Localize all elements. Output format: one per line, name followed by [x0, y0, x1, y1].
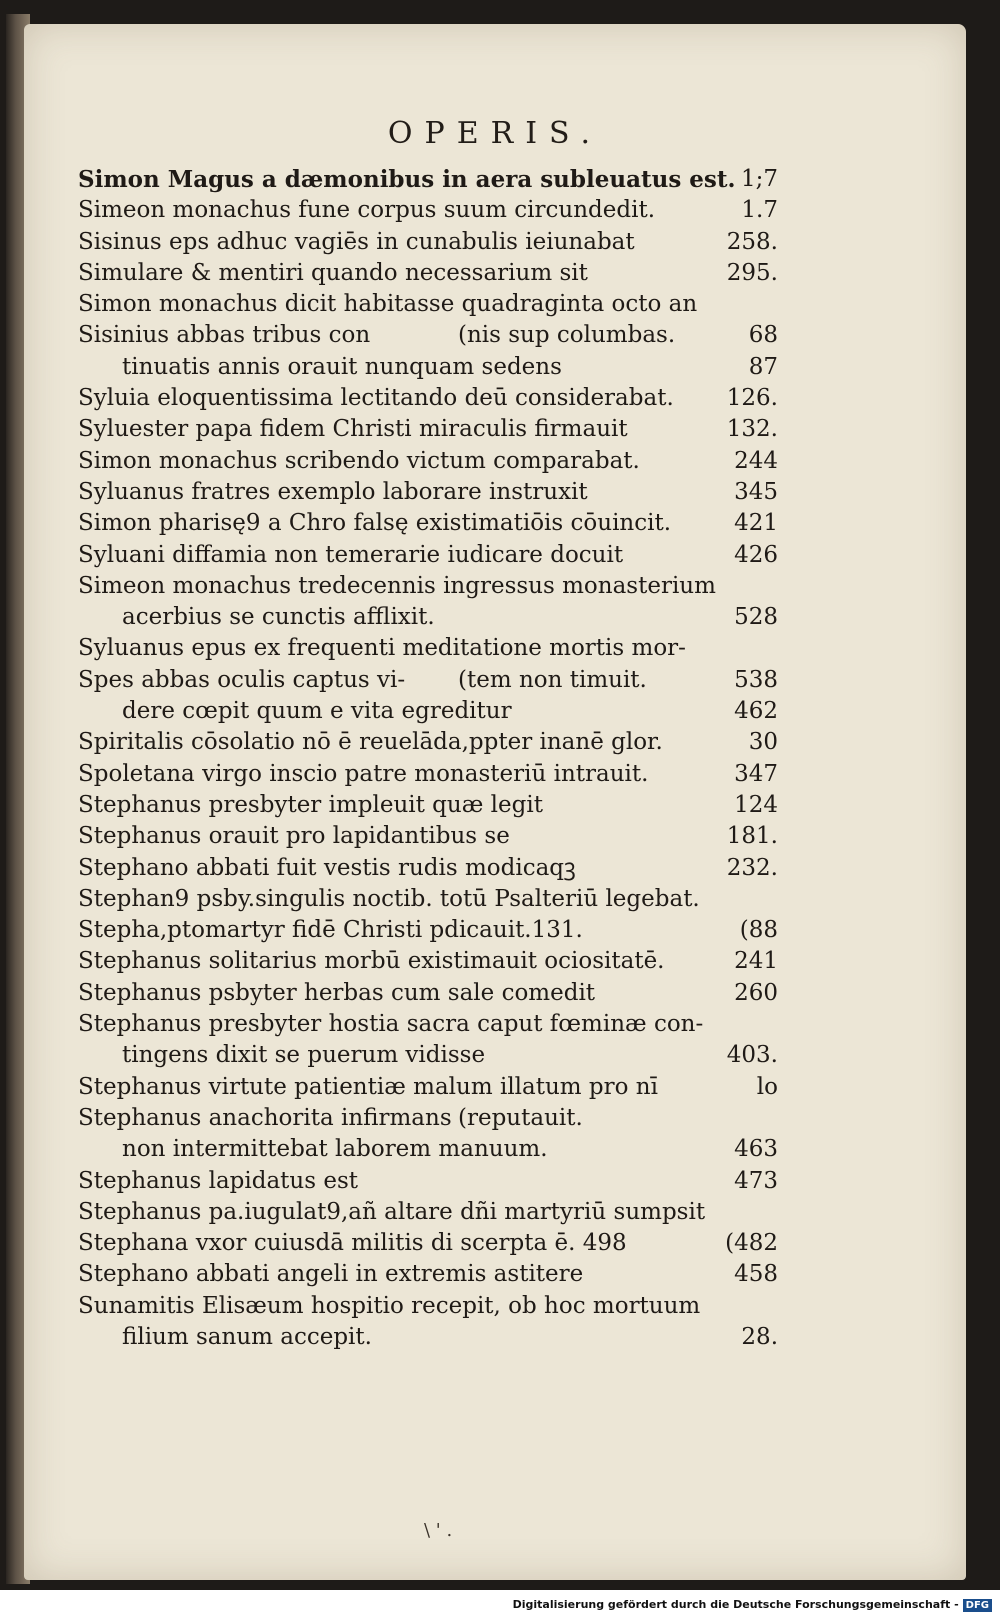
entry-text: Sunamitis Elisæum hospitio recepit, ob hoc mortuum: [78, 1292, 701, 1319]
index-entry: [78, 320, 778, 351]
index-entry: [78, 727, 778, 758]
index-entry: [78, 1040, 778, 1071]
index-entry: [78, 633, 778, 664]
entry-text: filium sanum accepit.: [122, 1323, 372, 1350]
index-entry: [78, 1322, 778, 1353]
entry-text: Stephanus psbyter herbas cum sale comedit: [78, 979, 596, 1006]
index-entry: [78, 1009, 778, 1040]
entry-continuation: (reputauit.: [458, 1104, 583, 1131]
entry-text: Simon monachus scribendo victum comparabat.: [78, 447, 640, 474]
index-entry: [78, 477, 778, 508]
index-entry: [78, 696, 778, 727]
entry-continuation: (nis sup columbas.: [458, 322, 676, 349]
entry-page-number: 462: [734, 698, 778, 725]
entry-text: Stephanus orauit pro lapidantibus se: [78, 823, 510, 850]
entry-page-number: 87: [748, 353, 778, 380]
index-entry: [78, 164, 778, 195]
entry-page-number: 132.: [726, 416, 778, 443]
index-entry: [78, 258, 778, 289]
entry-page-number: 244: [734, 447, 778, 474]
entry-text: Simulare & mentiri quando necessarium sit: [78, 259, 588, 286]
entry-page-number: 473: [734, 1167, 778, 1194]
index-entry: [78, 602, 778, 633]
index-entry: [78, 759, 778, 790]
entry-text: Simeon monachus tredecennis ingressus monasterium: [78, 572, 716, 599]
index-entry: [78, 1072, 778, 1103]
entry-text: Spiritalis cōsolatio nō ē reuelāda,ppter inanē glor.: [78, 729, 663, 756]
entry-text: Syluester papa fidem Christi miraculis firmauit: [78, 416, 628, 443]
index-entry: [78, 446, 778, 477]
index-entries: [78, 164, 778, 1353]
index-entry: [78, 946, 778, 977]
entry-page-number: 181.: [726, 823, 778, 850]
index-entry: [78, 884, 778, 915]
entry-page-number: 295.: [726, 259, 778, 286]
dfg-logo: DFG: [963, 1599, 992, 1612]
entry-page-number: 1;7: [740, 166, 778, 192]
entry-text: Stephan9 psby.singulis noctib. totū Psalteriū legebat.: [78, 885, 700, 912]
entry-page-number: 1.7: [741, 197, 778, 224]
index-entry: [78, 1291, 778, 1322]
entry-text: Stephanus pa.iugulat9,añ altare dñi martyriū sumpsit: [78, 1198, 706, 1225]
entry-text: acerbius se cunctis afflixit.: [122, 604, 435, 631]
entry-text: Spes abbas oculis captus vi-: [78, 666, 406, 693]
page-heading: OPERIS.: [387, 116, 603, 151]
entry-page-number: 260: [734, 979, 778, 1006]
entry-text: Stephanus presbyter impleuit quæ legit: [78, 791, 543, 818]
entry-text: tinuatis annis orauit nunquam sedens: [122, 353, 562, 380]
index-entry: [78, 665, 778, 696]
index-entry: [78, 571, 778, 602]
index-entry: [78, 1166, 778, 1197]
entry-page-number: 538: [734, 666, 778, 693]
entry-page-number: lo: [756, 1073, 778, 1100]
index-entry: [78, 1134, 778, 1165]
entry-text: Sisinus eps adhuc vagiēs in cunabulis ieiunabat: [78, 228, 635, 255]
entry-page-number: 232.: [726, 854, 778, 881]
entry-text: Stepha,ptomartyr fidē Christi pdicauit.131.: [78, 917, 583, 944]
entry-page-number: 421: [734, 510, 778, 537]
entry-page-number: 30: [748, 729, 778, 756]
index-entry: [78, 1103, 778, 1134]
entry-text: Stephanus anachorita infirmans: [78, 1104, 452, 1131]
index-entry: [78, 227, 778, 258]
entry-text: non intermittebat laborem manuum.: [122, 1136, 548, 1163]
index-entry: [78, 1259, 778, 1290]
entry-page-number: (482: [725, 1230, 778, 1257]
index-entry: [78, 508, 778, 539]
index-entry: [78, 352, 778, 383]
entry-text: dere cœpit quum e vita egreditur: [122, 698, 512, 725]
entry-text: Syluia eloquentissima lectitando deū considerabat.: [78, 385, 674, 412]
entry-text: Stephano abbati angeli in extremis astitere: [78, 1261, 584, 1288]
entry-page-number: 463: [734, 1136, 778, 1163]
entry-text: Stephana vxor cuiusdā militis di scerpta ē. 498: [78, 1230, 627, 1257]
index-entry: [78, 915, 778, 946]
entry-text: Sisinius abbas tribus con: [78, 322, 371, 349]
entry-page-number: 347: [734, 760, 778, 787]
entry-page-number: (88: [739, 917, 778, 944]
digitization-credit: [513, 1598, 992, 1612]
index-entry: [78, 821, 778, 852]
index-entry: [78, 978, 778, 1009]
entry-text: Stephano abbati fuit vestis rudis modicaqꝫ: [78, 854, 576, 881]
entry-continuation: (tem non timuit.: [458, 666, 647, 693]
index-entry: [78, 383, 778, 414]
index-entry: [78, 540, 778, 571]
entry-page-number: 403.: [726, 1042, 778, 1069]
entry-text: Stephanus virtute patientiæ malum illatum pro nī: [78, 1073, 658, 1100]
entry-text: Spoletana virgo inscio patre monasteriū intrauit.: [78, 760, 649, 787]
entry-page-number: 426: [734, 541, 778, 568]
entry-text: Simon pharisę9 a Chro falsę existimatiōis cōuincit.: [78, 510, 672, 537]
entry-text: Simon monachus dicit habitasse quadraginta octo an: [78, 291, 698, 318]
entry-text: Simeon monachus fune corpus suum circundedit.: [78, 197, 655, 224]
entry-page-number: 458: [734, 1261, 778, 1288]
index-entry: [78, 195, 778, 226]
entry-page-number: 68: [748, 322, 778, 349]
entry-page-number: 124: [734, 791, 778, 818]
book-page: [24, 24, 966, 1580]
entry-page-number: 126.: [726, 385, 778, 412]
index-entry: [78, 853, 778, 884]
entry-text: Stephanus lapidatus est: [78, 1167, 359, 1194]
entry-text: Syluanus epus ex frequenti meditatione mortis mor-: [78, 635, 686, 662]
footer-mark: \ ' .: [424, 1520, 453, 1541]
index-entry: [78, 1197, 778, 1228]
entry-text: Syluanus fratres exemplo laborare instruxit: [78, 478, 588, 505]
entry-text: tingens dixit se puerum vidisse: [122, 1042, 486, 1069]
entry-text: Stephanus solitarius morbū existimauit ociositatē.: [78, 948, 665, 975]
index-entry: [78, 289, 778, 320]
entry-page-number: 258.: [726, 228, 778, 255]
entry-text: Syluani diffamia non temerarie iudicare docuit: [78, 541, 624, 568]
entry-page-number: 345: [734, 478, 778, 505]
credit-text: Digitalisierung gefördert durch die Deutsche Forschungsgemeinschaft -: [512, 1598, 959, 1611]
entry-page-number: 241: [734, 948, 778, 975]
entry-page-number: 528: [734, 604, 778, 631]
index-entry: [78, 1228, 778, 1259]
entry-text: Stephanus presbyter hostia sacra caput fœminæ con-: [78, 1011, 704, 1038]
entry-page-number: 28.: [741, 1323, 778, 1350]
entry-text: Simon Magus a dæmonibus in aera subleuatus est.: [78, 166, 736, 193]
index-entry: [78, 790, 778, 821]
index-entry: [78, 414, 778, 445]
